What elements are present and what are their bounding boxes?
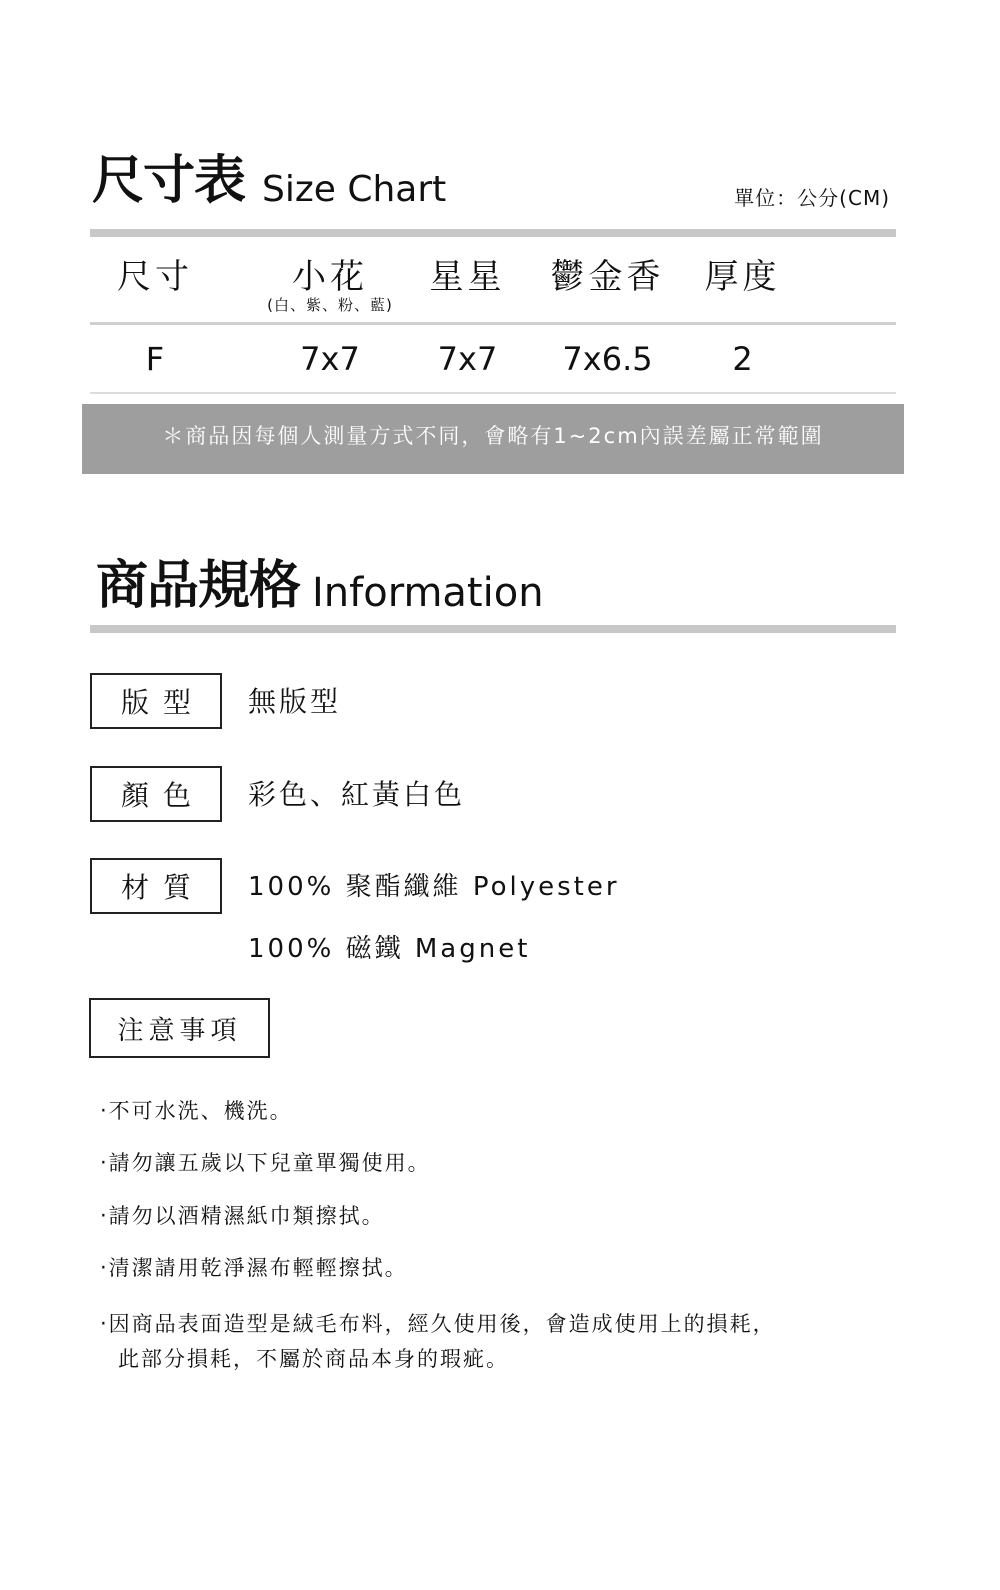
header-tulip: 鬱金香 [550,257,665,297]
notice-item-5-cont: 此部分損耗，不屬於商品本身的瑕疵。 [118,1347,509,1371]
notice-item-2: ‧請勿讓五歲以下兒童單獨使用。 [100,1151,431,1175]
header-thickness: 厚度 [704,257,781,297]
spec-value-fit: 無版型 [248,685,342,718]
spec-value-color: 彩色、紅黃白色 [248,778,466,811]
notice-item-4: ‧清潔請用乾淨濕布輕輕擦拭。 [100,1256,408,1280]
unit-label: 單位：公分(CM) [734,186,890,210]
header-flower: 小花 [292,257,368,297]
size-chart-title-en: Size Chart [262,169,447,210]
header-flower-colors: (白、紫、粉、藍) [267,296,393,314]
spec-label-color: 顏色 [90,766,222,822]
notice-item-1: ‧不可水洗、機洗。 [100,1099,293,1123]
spec-value-material-1: 100% 聚酯纖維 Polyester [248,872,620,902]
spec-label-material: 材質 [90,858,222,914]
info-title-en: Information [312,570,544,616]
header-star: 星星 [429,257,506,297]
cell-size: F [145,340,165,378]
cell-tulip: 7x6.5 [562,340,653,378]
info-header-divider [90,625,896,633]
info-title: 商品規格 [96,556,301,616]
spec-value-material-2: 100% 磁鐵 Magnet [248,934,531,964]
table-divider [90,322,896,325]
notice-item-3: ‧請勿以酒精濕紙巾類擦拭。 [100,1204,385,1228]
notice-title: 注意事項 [89,998,270,1058]
cell-star: 7x7 [437,340,498,378]
size-chart-title: 尺寸表 [92,151,246,211]
spec-label-fit: 版型 [90,673,222,729]
notice-item-5: ‧因商品表面造型是絨毛布料，經久使用後，會造成使用上的損耗， [100,1312,776,1336]
size-chart-header-divider [90,229,896,237]
cell-thickness: 2 [732,340,753,378]
cell-flower: 7x7 [300,340,360,378]
measurement-note: ＊商品因每個人測量方式不同，會略有1~2cm內誤差屬正常範圍 [162,424,824,448]
header-size: 尺寸 [117,257,193,297]
table-bottom-divider [90,392,896,394]
